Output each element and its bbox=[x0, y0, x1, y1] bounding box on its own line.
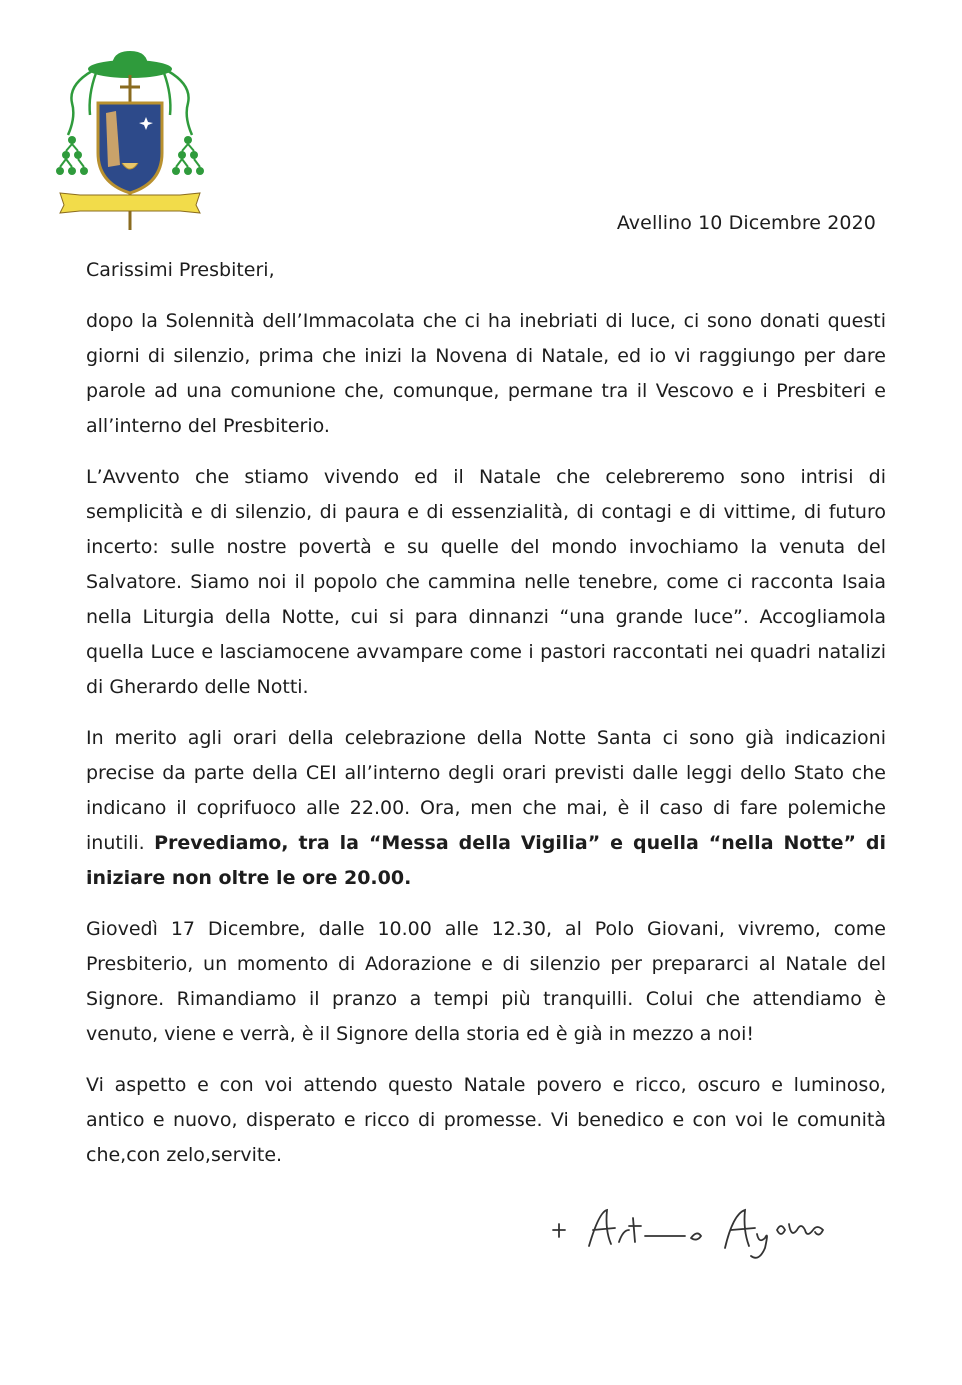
episcopal-crest bbox=[50, 45, 210, 235]
paragraph-2: L’Avvento che stiamo vivendo ed il Natale che celebreremo sono intrisi di semplicità e di silenzio, di paura e di essenzialità, di contagi e di vittime, di futuro incerto: sulle nostre povertà e su quelle del mondo invochiamo la venuta del Salvatore. Siamo noi il popolo che cammina nelle tenebre, come ci racconta Isaia nella Liturgia della Notte, cui si para dinnanzi “una grande luce”. Accogliamola quella Luce e lasciamocene avvampare come i pastori raccontati nei quadri natalizi di Gherardo delle Notti. bbox=[86, 466, 886, 698]
letter-date: Avellino 10 Dicembre 2020 bbox=[616, 212, 876, 234]
salutation: Carissimi Presbiteri, bbox=[86, 259, 275, 281]
handwritten-signature bbox=[545, 1200, 885, 1270]
paragraph-5: Vi aspetto e con voi attendo questo Natale povero e ricco, oscuro e luminoso, antico e nuovo, disperato e ricco di promesse. Vi benedico e con voi le comunità che,con zelo,servite. bbox=[86, 1074, 886, 1166]
paragraph-3-bold-text: Prevediamo, tra la “Messa della Vigilia” e quella “nella Notte” di iniziare non oltre le ore 20.00. bbox=[86, 832, 886, 889]
letter-body bbox=[86, 304, 886, 1189]
paragraph-3-text: In merito agli orari della celebrazione della Notte Santa ci sono già indicazioni precise da parte della CEI all’interno degli orari previsti dalle leggi dello Stato che indicano il coprifuoco alle 22.00. Ora, men che mai, è il caso di fare polemiche inutili. bbox=[86, 727, 886, 854]
paragraph-3 bbox=[86, 721, 886, 896]
paragraph-1: dopo la Solennità dell’Immacolata che ci ha inebriati di luce, ci sono donati questi giorni di silenzio, prima che inizi la Novena di Natale, ed io vi raggiungo per dare parole ad una comunione che, comunque, permane tra il Vescovo e i Presbiteri e all’interno del Presbiterio. bbox=[86, 310, 886, 437]
paragraph-4: Giovedì 17 Dicembre, dalle 10.00 alle 12.30, al Polo Giovani, vivremo, come Presbiterio, un momento di Adorazione e di silenzio per prepararci al Natale del Signore. Rimandiamo il pranzo a tempi più tranquilli. Colui che attendiamo è venuto, viene e verrà, è il Signore della storia ed è già in mezzo a noi! bbox=[86, 918, 886, 1045]
